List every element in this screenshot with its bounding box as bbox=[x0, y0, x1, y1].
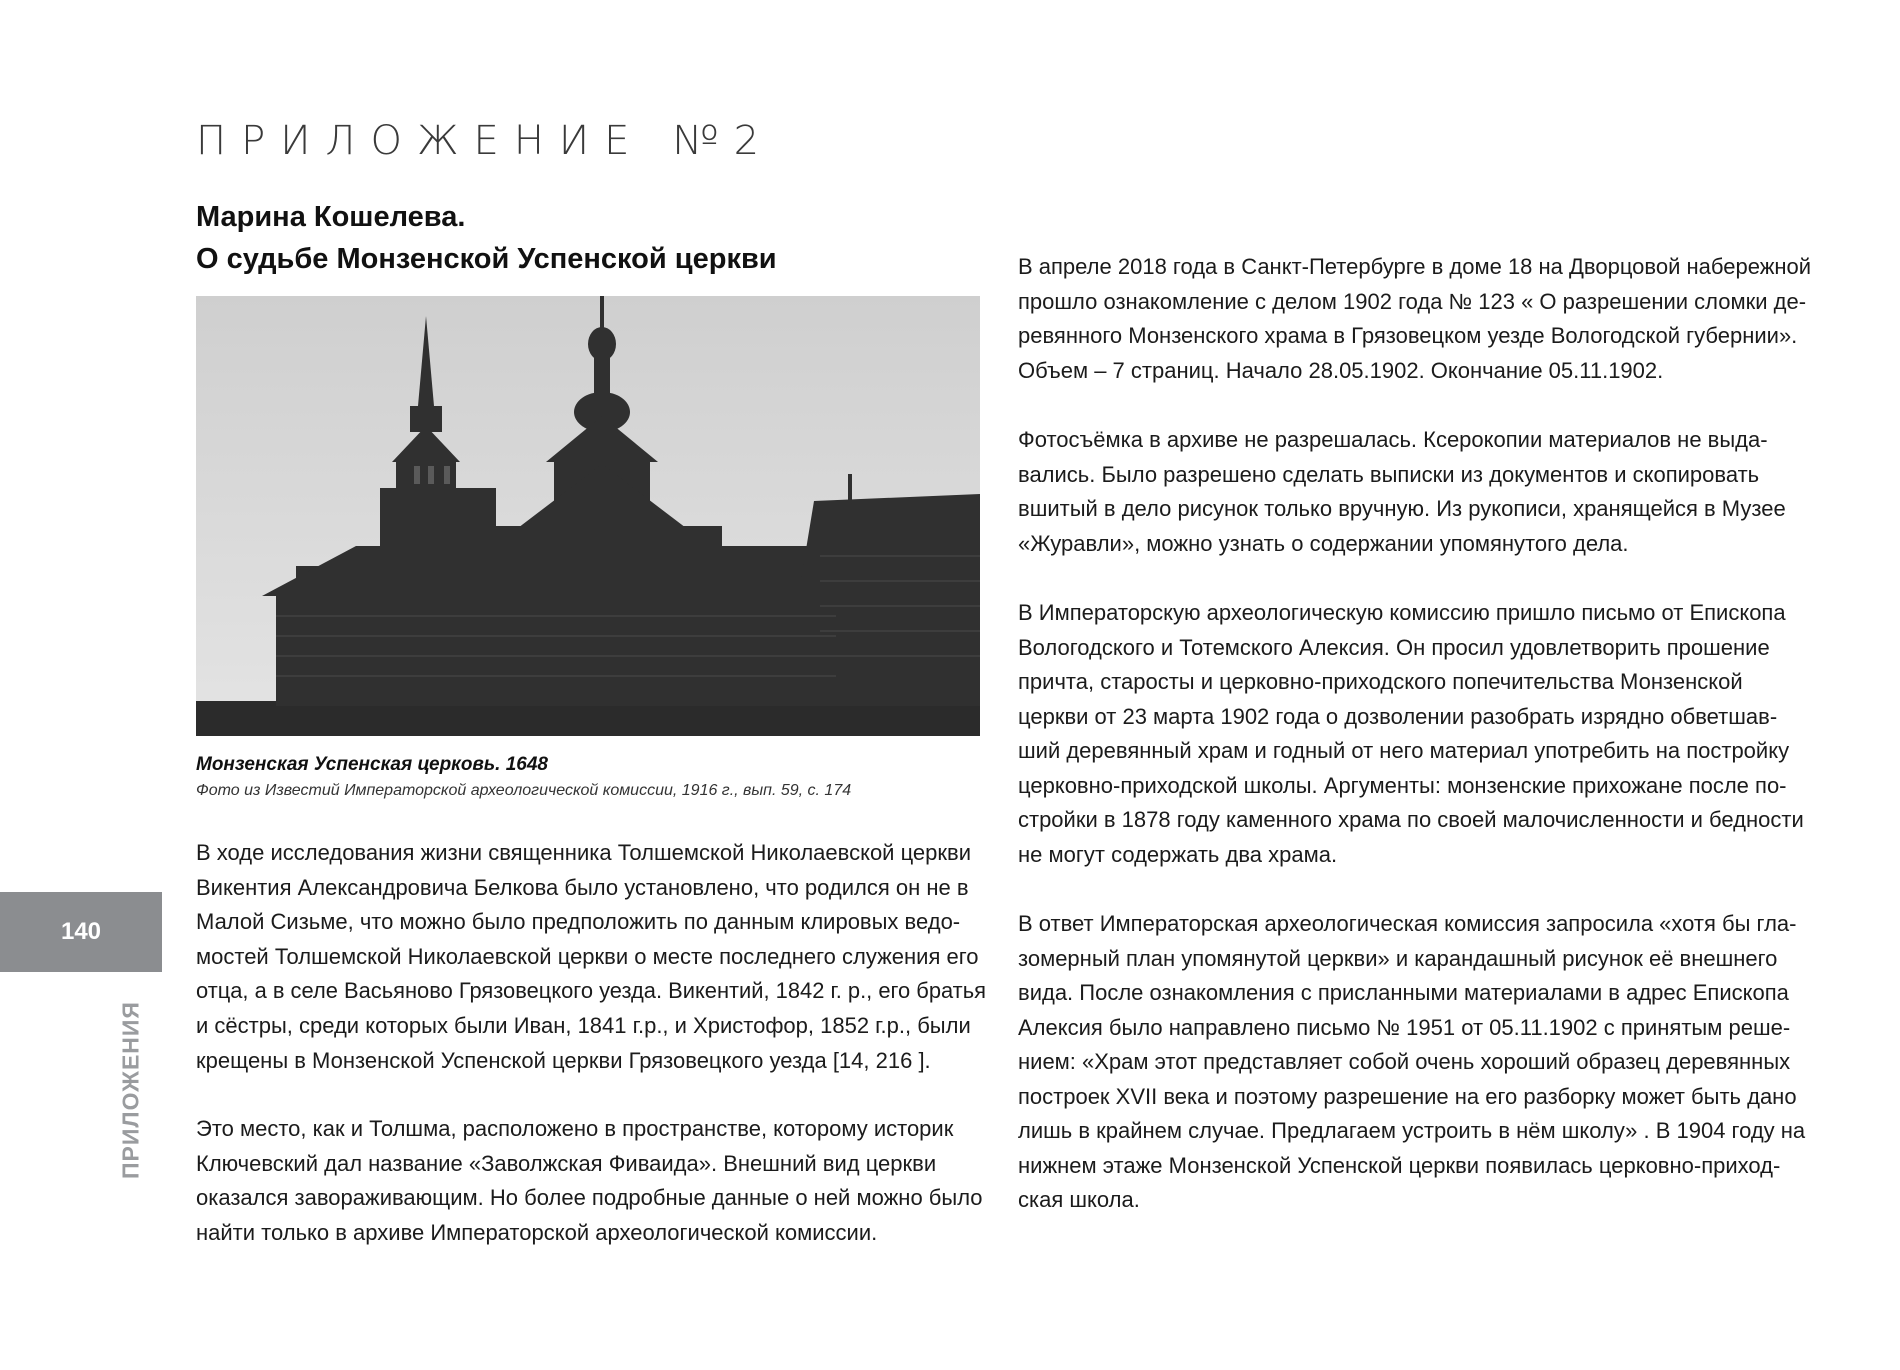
text-line: ская школа. bbox=[1018, 1187, 1140, 1212]
caption-title: Монзенская Успенская церковь. 1648 bbox=[196, 754, 549, 775]
text-line: Объем – 7 страниц. Начало 28.05.1902. Окончание 05.11.1902. bbox=[1018, 357, 1664, 383]
left-paragraph-2 bbox=[196, 1112, 986, 1250]
text-line: построек XVII века и поэтому разрешение на его разборку может быть дано bbox=[1018, 1083, 1797, 1109]
text-line: прошло ознакомление с делом 1902 года № 123 « О разрешении сломки де- bbox=[1018, 288, 1807, 314]
text-line: В ходе исследования жизни священника Толшемской Николаевской церкви bbox=[196, 840, 972, 865]
text-line: стройки в 1878 году каменного храма по своей малочисленности и бедности bbox=[1018, 807, 1804, 832]
left-column-text bbox=[196, 836, 986, 1285]
text-line: ший деревянный храм и годный от него материал употребить на постройку bbox=[1018, 738, 1790, 763]
article-author: Марина Кошелева. bbox=[196, 201, 466, 233]
text-line: найти только в архиве Императорской археологической комиссии. bbox=[196, 1219, 878, 1245]
text-line: вшитый в дело рисунок только вручную. Из рукописи, хранящейся в Музее bbox=[1018, 496, 1786, 521]
right-paragraph-3 bbox=[1018, 596, 1812, 872]
text-line: В Императорскую археологическую комиссию пришло письмо от Епископа bbox=[1018, 600, 1786, 625]
text-line: причта, старосты и церковно-приходского попечительства Монзенской bbox=[1018, 669, 1743, 694]
text-line: лишь в крайнем случае. Предлагаем устроить в нём школу» . В 1904 году на bbox=[1018, 1118, 1806, 1143]
article-title bbox=[196, 196, 1016, 280]
text-line: зомерный план упомянутой церкви» и карандашный рисунок её внешнего bbox=[1018, 945, 1778, 971]
page-number-tab bbox=[0, 892, 162, 972]
text-line: и сёстры, среди которых были Иван, 1841 г.р., и Христофор, 1852 г.р., были bbox=[196, 1012, 971, 1038]
text-line: оказался завораживающим. Но более подробные данные о ней можно было bbox=[196, 1185, 983, 1211]
text-line: крещены в Монзенской Успенской церкви Грязовецкого уезда [14, 216 ]. bbox=[196, 1047, 931, 1073]
right-paragraph-4 bbox=[1018, 907, 1812, 1218]
section-side-label bbox=[116, 1001, 146, 1179]
right-paragraph-2 bbox=[1018, 423, 1812, 561]
article-subject: О судьбе Монзенской Успенской церкви bbox=[196, 243, 777, 275]
text-line: «Журавли», можно узнать о содержании упомянутого дела. bbox=[1018, 530, 1629, 556]
text-line: В апреле 2018 года в Санкт-Петербурге в доме 18 на Дворцовой набережной bbox=[1018, 254, 1812, 279]
text-line: Вологодского и Тотемского Алексия. Он просил удовлетворить прошение bbox=[1018, 634, 1770, 660]
photo-caption bbox=[196, 752, 996, 804]
text-line: вида. После ознакомления с присланными материалами в адрес Епископа bbox=[1018, 980, 1789, 1005]
text-line: ревянного Монзенского храма в Грязовецком уезде Вологодской губернии». bbox=[1018, 323, 1798, 348]
text-line: Это место, как и Толшма, расположено в пространстве, которому историк bbox=[196, 1116, 954, 1142]
text-line: Фотосъёмка в архиве не разрешалась. Ксерокопии материалов не выда- bbox=[1018, 427, 1768, 452]
text-line: Ключевский дал название «Заволжская Фиваида». Внешний вид церкви bbox=[196, 1150, 937, 1176]
text-line: вались. Было разрешено сделать выписки из документов и скопировать bbox=[1018, 461, 1760, 487]
section-label: ПРИЛОЖЕНИЯ bbox=[117, 1001, 144, 1179]
text-line: В ответ Императорская археологическая комиссия запросила «хотя бы гла- bbox=[1018, 911, 1797, 936]
text-line: не могут содержать два храма. bbox=[1018, 841, 1338, 867]
page-number: 140 bbox=[60, 918, 102, 945]
text-line: мостей Толшемской Николаевской церкви о месте последнего служения его bbox=[196, 943, 979, 969]
church-photo bbox=[196, 296, 980, 736]
text-line: нием: «Храм этот представляет собой очень хороший образец деревянных bbox=[1018, 1049, 1791, 1074]
text-line: Алексия было направлено письмо № 1951 от 05.11.1902 с принятым реше- bbox=[1018, 1014, 1791, 1040]
text-line: Викентия Александровича Белкова было установлено, что родился он не в bbox=[196, 874, 969, 900]
text-line: Малой Сизьме, что можно было предположить по данным клировых ведо- bbox=[196, 909, 961, 935]
text-line: отца, а в селе Васьяново Грязовецкого уезда. Викентий, 1842 г. р., его братья bbox=[196, 978, 986, 1004]
text-line: церковно-приходской школы. Аргументы: монзенские прихожане после по- bbox=[1018, 772, 1787, 798]
caption-source: Фото из Известий Императорской археологической комиссии, 1916 г., вып. 59, с. 174 bbox=[196, 782, 852, 799]
text-line: нижнем этаже Монзенской Успенской церкви появилась церковно-приход- bbox=[1018, 1152, 1781, 1178]
right-column-text bbox=[1018, 250, 1812, 1253]
left-paragraph-1 bbox=[196, 836, 986, 1078]
right-paragraph-1 bbox=[1018, 250, 1812, 388]
text-line: церкви от 23 марта 1902 года о дозволении разобрать изрядно обветшав- bbox=[1018, 703, 1778, 729]
appendix-heading: ПРИЛОЖЕНИЕ №2 bbox=[196, 118, 775, 164]
